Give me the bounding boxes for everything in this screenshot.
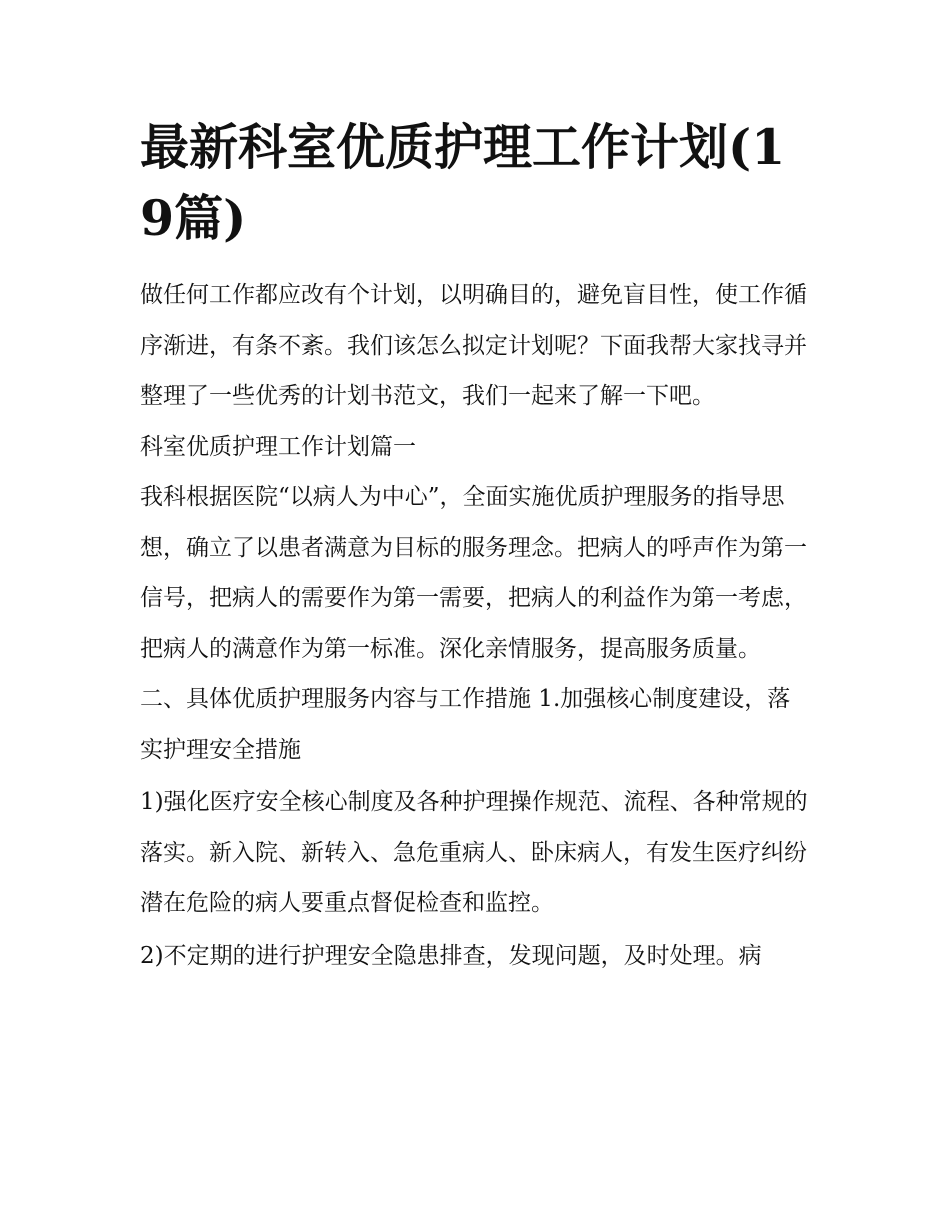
document-body <box>140 112 812 981</box>
paragraph-intro: 做任何工作都应改有个计划，以明确目的，避免盲目性，使工作循序渐进，有条不紊。我们该怎么拟定计划呢？下面我帮大家找寻并整理了一些优秀的计划书范文，我们一起来了解一下吧。 <box>140 282 807 410</box>
paragraph-philosophy: 我科根据医院“以病人为中心”，全面实施优质护理服务的指导思想，确立了以患者满意为目标的服务理念。把病人的呼声作为第一信号，把病人的需要作为第一需要，把病人的利益作为第一考虑，把病人的满意作为第一标准。深化亲情服务，提高服务质量。 <box>140 484 807 662</box>
paragraph-measure-1: 1)强化医疗安全核心制度及各种护理操作规范、流程、各种常规的落实。新入院、新转入、急危重病人、卧床病人，有发生医疗纠纷潜在危险的病人要重点督促检查和监控。 <box>140 789 808 917</box>
section-heading-part-one: 科室优质护理工作计划篇一 <box>140 433 416 460</box>
document-title: 最新科室优质护理工作计划(19篇) <box>140 118 786 248</box>
paragraph-measure-2: 2)不定期的进行护理安全隐患排查，发现问题，及时处理。病 <box>140 942 762 969</box>
paragraph-measures-heading: 二、具体优质护理服务内容与工作措施 1.加强核心制度建设，落实护理安全措施 <box>140 686 791 763</box>
